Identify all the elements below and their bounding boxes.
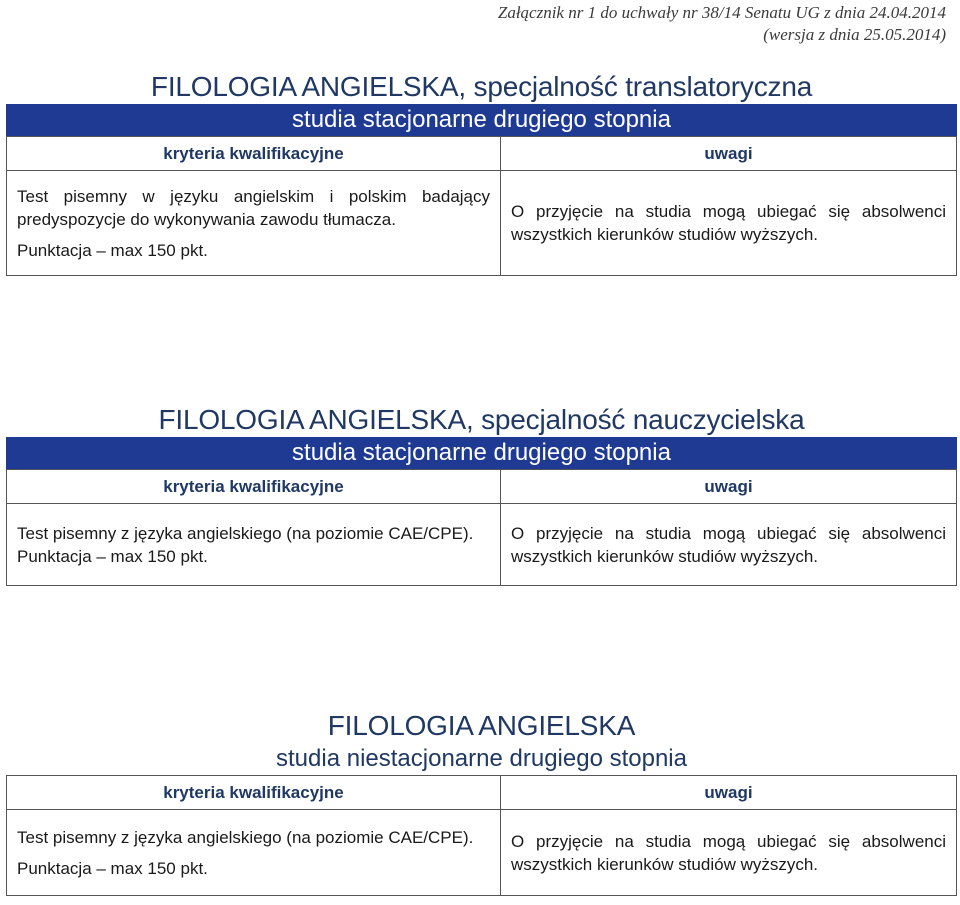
section-niestacjonarne (6, 709, 957, 896)
section-subtitle-band: studia stacjonarne drugiego stopnia (6, 437, 957, 469)
criteria-text: Test pisemny z języka angielskiego (na poziomie CAE/CPE). (17, 827, 474, 847)
annex-line-1: Załącznik nr 1 do uchwały nr 38/14 Senatu UG z dnia 24.04.2014 (497, 3, 946, 22)
notes-text: O przyjęcie na studia mogą ubiegać się absolwenci wszystkich kierunków studiów wyższych. (511, 831, 946, 874)
annex-header (498, 2, 946, 46)
table-header-row (7, 776, 957, 810)
section-subtitle-band: studia stacjonarne drugiego stopnia (6, 104, 957, 136)
notes-cell (501, 171, 957, 276)
notes-cell (501, 504, 957, 586)
header-criteria: kryteria kwalifikacyjne (7, 137, 501, 171)
table-header-row (7, 470, 957, 504)
notes-text: O przyjęcie na studia mogą ubiegać się absolwenci wszystkich kierunków studiów wyższych. (511, 523, 946, 566)
criteria-text: Test pisemny w języku angielskim i polskim badający predyspozycje do wykonywania zawodu tłumacza. (17, 186, 490, 229)
header-criteria: kryteria kwalifikacyjne (7, 776, 501, 810)
section-translatoryczna (6, 70, 957, 276)
criteria-table (6, 469, 957, 586)
header-notes: uwagi (501, 137, 957, 171)
notes-cell (501, 810, 957, 896)
section-subtitle-band: studia niestacjonarne drugiego stopnia (6, 743, 957, 775)
annex-line-2: (wersja z dnia 25.05.2014) (763, 25, 946, 44)
section-nauczycielska (6, 403, 957, 586)
table-row (7, 504, 957, 586)
section-title: FILOLOGIA ANGIELSKA, specjalność nauczycielska (158, 404, 805, 435)
score-text: Punktacja – max 150 pkt. (17, 858, 208, 878)
criteria-text: Test pisemny z języka angielskiego (na poziomie CAE/CPE). (17, 523, 474, 543)
criteria-table (6, 136, 957, 276)
section-title: FILOLOGIA ANGIELSKA (327, 710, 636, 741)
section-title: FILOLOGIA ANGIELSKA, specjalność translatoryczna (150, 71, 813, 102)
header-notes: uwagi (501, 776, 957, 810)
criteria-table (6, 775, 957, 896)
header-notes: uwagi (501, 470, 957, 504)
header-criteria: kryteria kwalifikacyjne (7, 470, 501, 504)
table-row (7, 171, 957, 276)
criteria-cell (7, 810, 501, 896)
table-header-row (7, 137, 957, 171)
criteria-cell (7, 171, 501, 276)
score-text: Punktacja – max 150 pkt. (17, 546, 208, 566)
notes-text: O przyjęcie na studia mogą ubiegać się absolwenci wszystkich kierunków studiów wyższych. (511, 202, 946, 244)
score-text: Punktacja – max 150 pkt. (17, 240, 208, 260)
criteria-cell (7, 504, 501, 586)
table-row (7, 810, 957, 896)
